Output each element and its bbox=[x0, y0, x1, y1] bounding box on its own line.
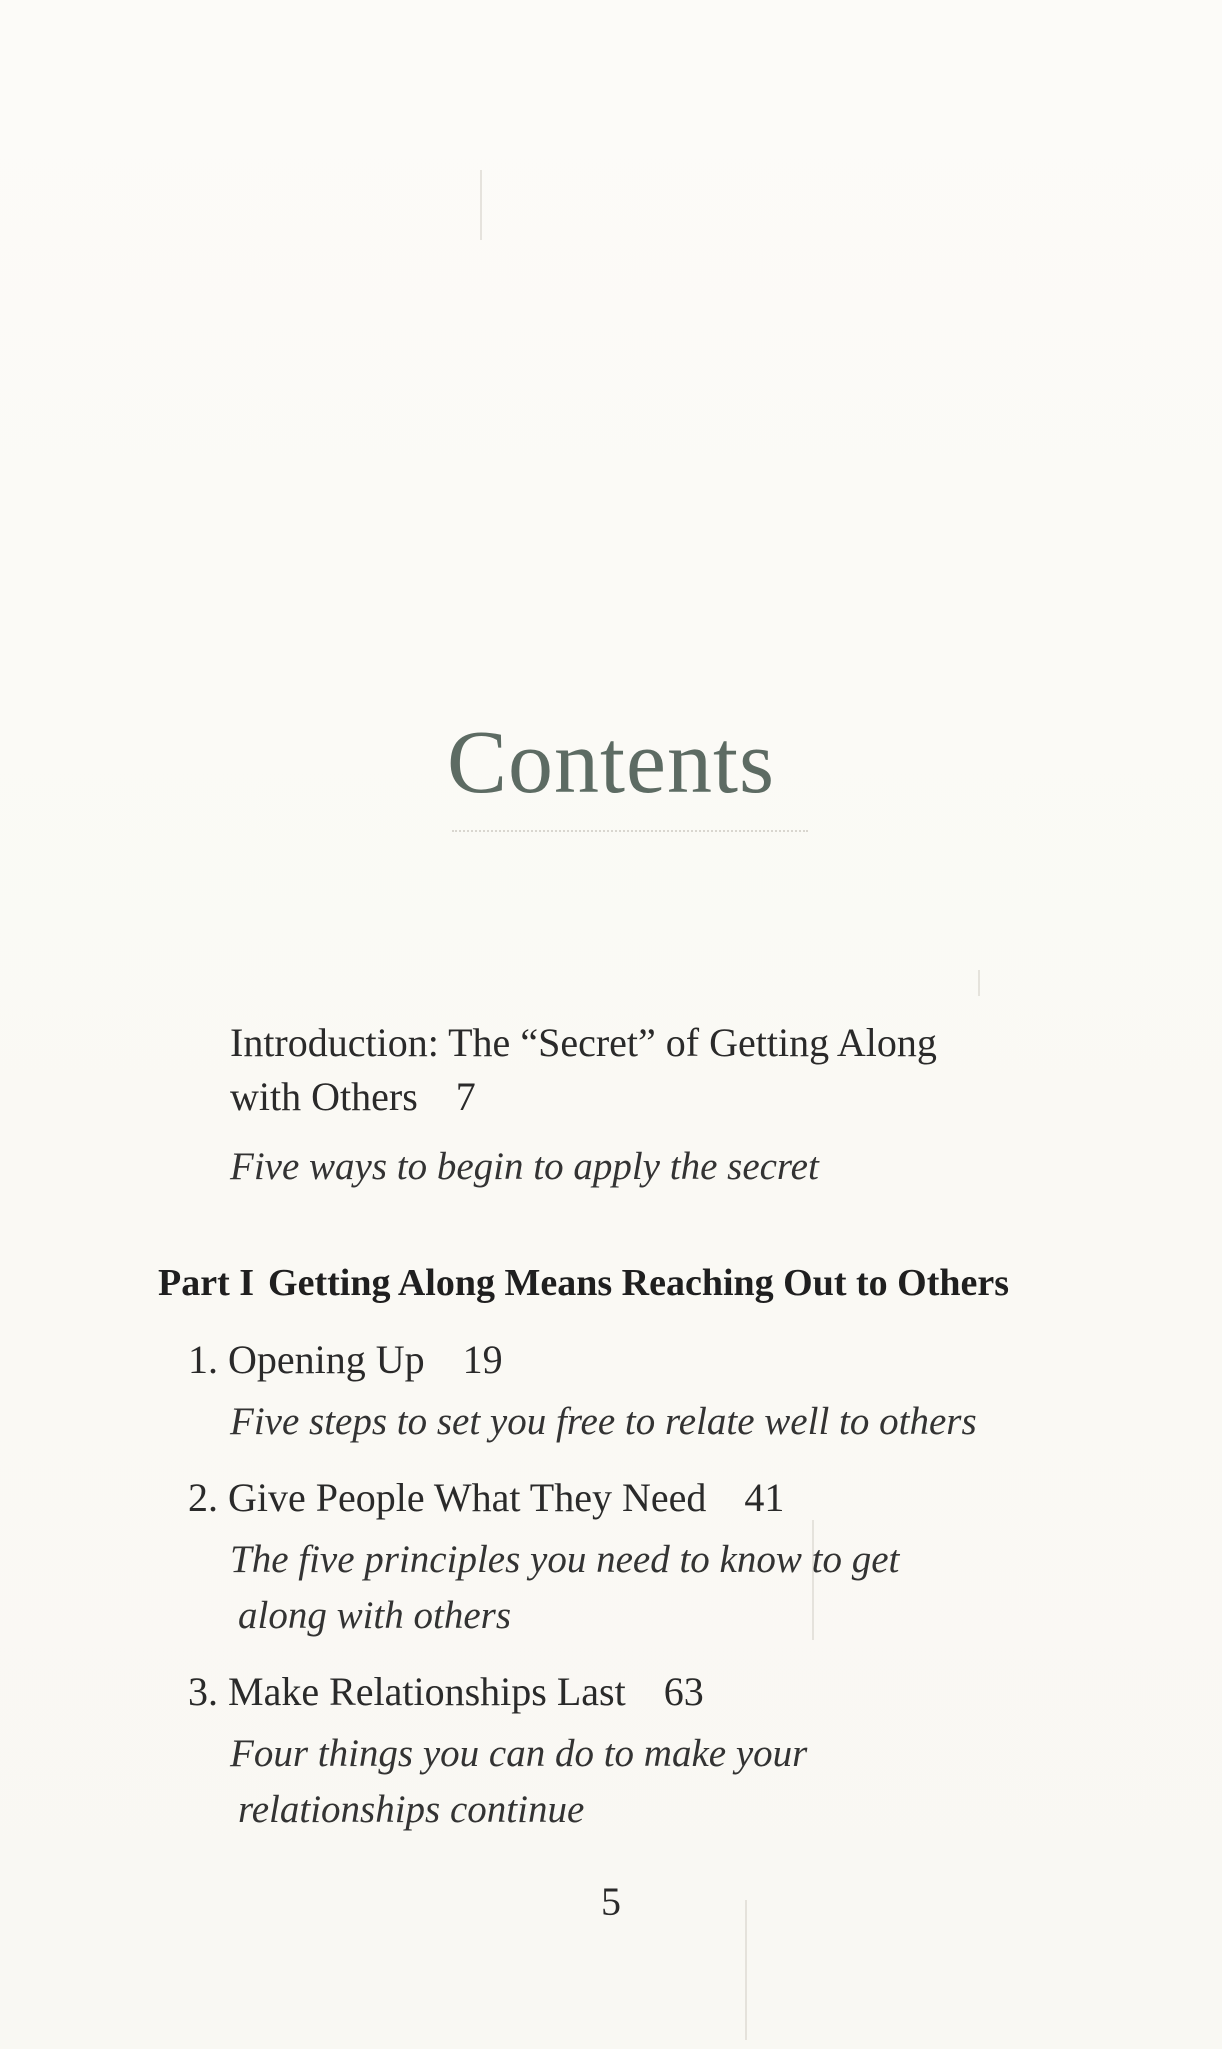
chapter-page-number: 41 bbox=[744, 1475, 785, 1520]
scan-artifact bbox=[480, 170, 482, 240]
chapter-2-description-line2: along with others bbox=[238, 1594, 512, 1637]
intro-title-text-cont: with Others bbox=[230, 1074, 418, 1119]
chapter-1-description: Five steps to set you free to relate well to others bbox=[230, 1400, 977, 1443]
chapter-page-number: 19 bbox=[462, 1337, 503, 1382]
chapter-3-title bbox=[168, 1665, 704, 1719]
chapter-page-number: 63 bbox=[663, 1669, 704, 1714]
part-label: Part I bbox=[158, 1262, 255, 1304]
chapter-title-text: Give People What They Need bbox=[228, 1475, 707, 1520]
page-number: 5 bbox=[601, 1879, 621, 1924]
chapter-title-text: Opening Up bbox=[228, 1337, 425, 1382]
chapter-number: 2. bbox=[188, 1475, 218, 1520]
chapter-number: 3. bbox=[188, 1669, 218, 1714]
chapter-1-title bbox=[168, 1333, 503, 1387]
chapter-title-text: Make Relationships Last bbox=[228, 1669, 626, 1714]
chapter-3-description-line2: relationships continue bbox=[238, 1788, 585, 1831]
intro-page-number: 7 bbox=[455, 1074, 476, 1119]
intro-description: Five ways to begin to apply the secret bbox=[230, 1145, 819, 1188]
chapter-number: 1. bbox=[188, 1337, 218, 1382]
chapter-3-description-line1: Four things you can do to make your bbox=[230, 1732, 808, 1775]
page-title: Contents bbox=[446, 713, 775, 812]
part-heading bbox=[158, 1256, 1009, 1310]
intro-title-line2 bbox=[230, 1070, 476, 1124]
part-title: Getting Along Means Reaching Out to Others bbox=[268, 1262, 1010, 1304]
intro-title-text: Introduction: The “Secret” of Getting Along bbox=[230, 1020, 937, 1065]
chapter-2-description-line1: The five principles you need to know to get bbox=[230, 1538, 900, 1581]
scan-artifact bbox=[978, 970, 980, 996]
intro-title-line1 bbox=[230, 1016, 937, 1070]
chapter-2-title bbox=[168, 1471, 784, 1525]
title-divider bbox=[452, 830, 808, 832]
